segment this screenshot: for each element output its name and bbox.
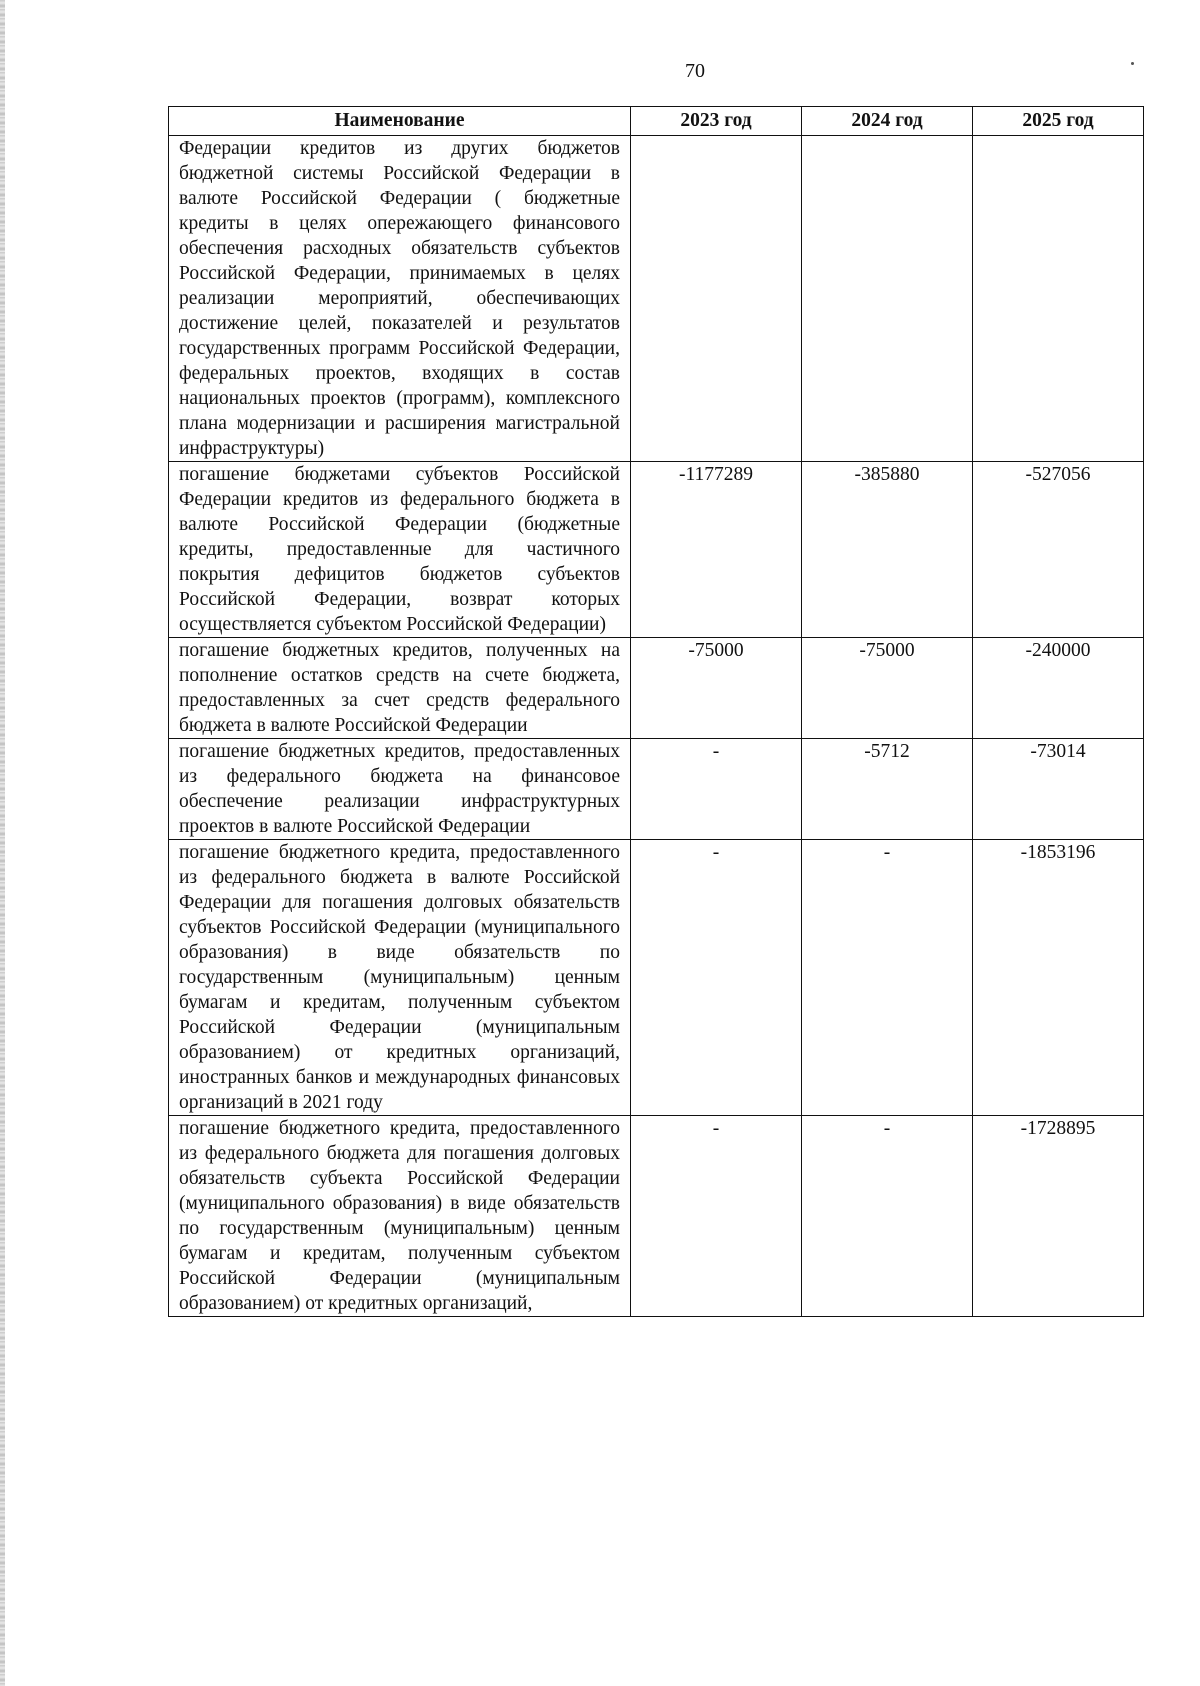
row-value-2023: - xyxy=(631,840,802,1116)
budget-table xyxy=(168,106,1144,1317)
row-value-2023: - xyxy=(631,739,802,840)
header-2024: 2024 год xyxy=(802,107,973,136)
scan-edge xyxy=(0,0,5,1686)
row-value-2025: -1728895 xyxy=(973,1116,1144,1317)
header-2023: 2023 год xyxy=(631,107,802,136)
row-value-2025: -240000 xyxy=(973,638,1144,739)
row-value-2025 xyxy=(973,136,1144,462)
row-value-2023: -1177289 xyxy=(631,462,802,638)
table-row xyxy=(169,1116,1144,1317)
row-name: погашение бюджетами субъектов Российской Федерации кредитов из федерального бюджета в валюте Российской Федерации (бюджетные кредиты, предоставленные для частичного покрытия дефицитов бюджетов субъектов Российской Федерации, возврат которых осуществляется субъектом Российской Федерации) xyxy=(169,462,631,638)
row-value-2023 xyxy=(631,136,802,462)
table-row xyxy=(169,840,1144,1116)
row-value-2023: - xyxy=(631,1116,802,1317)
row-name: погашение бюджетного кредита, предоставленного из федерального бюджета для погашения долговых обязательств субъекта Российской Федерации (муниципального образования) в виде обязательств по государственным (муниципальным) ценным бумагам и кредитам, полученным субъектом Российской Федерации (муниципальным образованием) от кредитных организаций, xyxy=(169,1116,631,1317)
page-number: 70 xyxy=(685,60,705,82)
header-name: Наименование xyxy=(169,107,631,136)
row-value-2025: -1853196 xyxy=(973,840,1144,1116)
table-row xyxy=(169,462,1144,638)
row-value-2024: -385880 xyxy=(802,462,973,638)
table-header-row xyxy=(169,107,1144,136)
row-value-2024 xyxy=(802,136,973,462)
row-value-2023: -75000 xyxy=(631,638,802,739)
header-2025: 2025 год xyxy=(973,107,1144,136)
row-value-2025: -73014 xyxy=(973,739,1144,840)
row-name: погашение бюджетных кредитов, полученных на пополнение остатков средств на счете бюджета, предоставленных за счет средств федерального бюджета в валюте Российской Федерации xyxy=(169,638,631,739)
row-value-2024: -75000 xyxy=(802,638,973,739)
table-row xyxy=(169,739,1144,840)
row-value-2024: - xyxy=(802,1116,973,1317)
row-value-2025: -527056 xyxy=(973,462,1144,638)
table-row xyxy=(169,136,1144,462)
table-row xyxy=(169,638,1144,739)
row-name: погашение бюджетного кредита, предоставленного из федерального бюджета в валюте Российской Федерации для погашения долговых обязательств субъектов Российской Федерации (муниципального образования) в виде обязательств по государственным (муниципальным) ценным бумагам и кредитам, полученным субъектом Российской Федерации (муниципальным образованием) от кредитных организаций, иностранных банков и международных финансовых организаций в 2021 году xyxy=(169,840,631,1116)
row-name: погашение бюджетных кредитов, предоставленных из федерального бюджета на финансовое обеспечение реализации инфраструктурных проектов в валюте Российской Федерации xyxy=(169,739,631,840)
row-value-2024: -5712 xyxy=(802,739,973,840)
row-name: Федерации кредитов из других бюджетов бюджетной системы Российской Федерации в валюте Российской Федерации ( бюджетные кредиты в целях опережающего финансового обеспечения расходных обязательств субъектов Российской Федерации, принимаемых в целях реализации мероприятий, обеспечивающих достижение целей, показателей и результатов государственных программ Российской Федерации, федеральных проектов, входящих в состав национальных проектов (программ), комплексного плана модернизации и расширения магистральной инфраструктуры) xyxy=(169,136,631,462)
row-value-2024: - xyxy=(802,840,973,1116)
